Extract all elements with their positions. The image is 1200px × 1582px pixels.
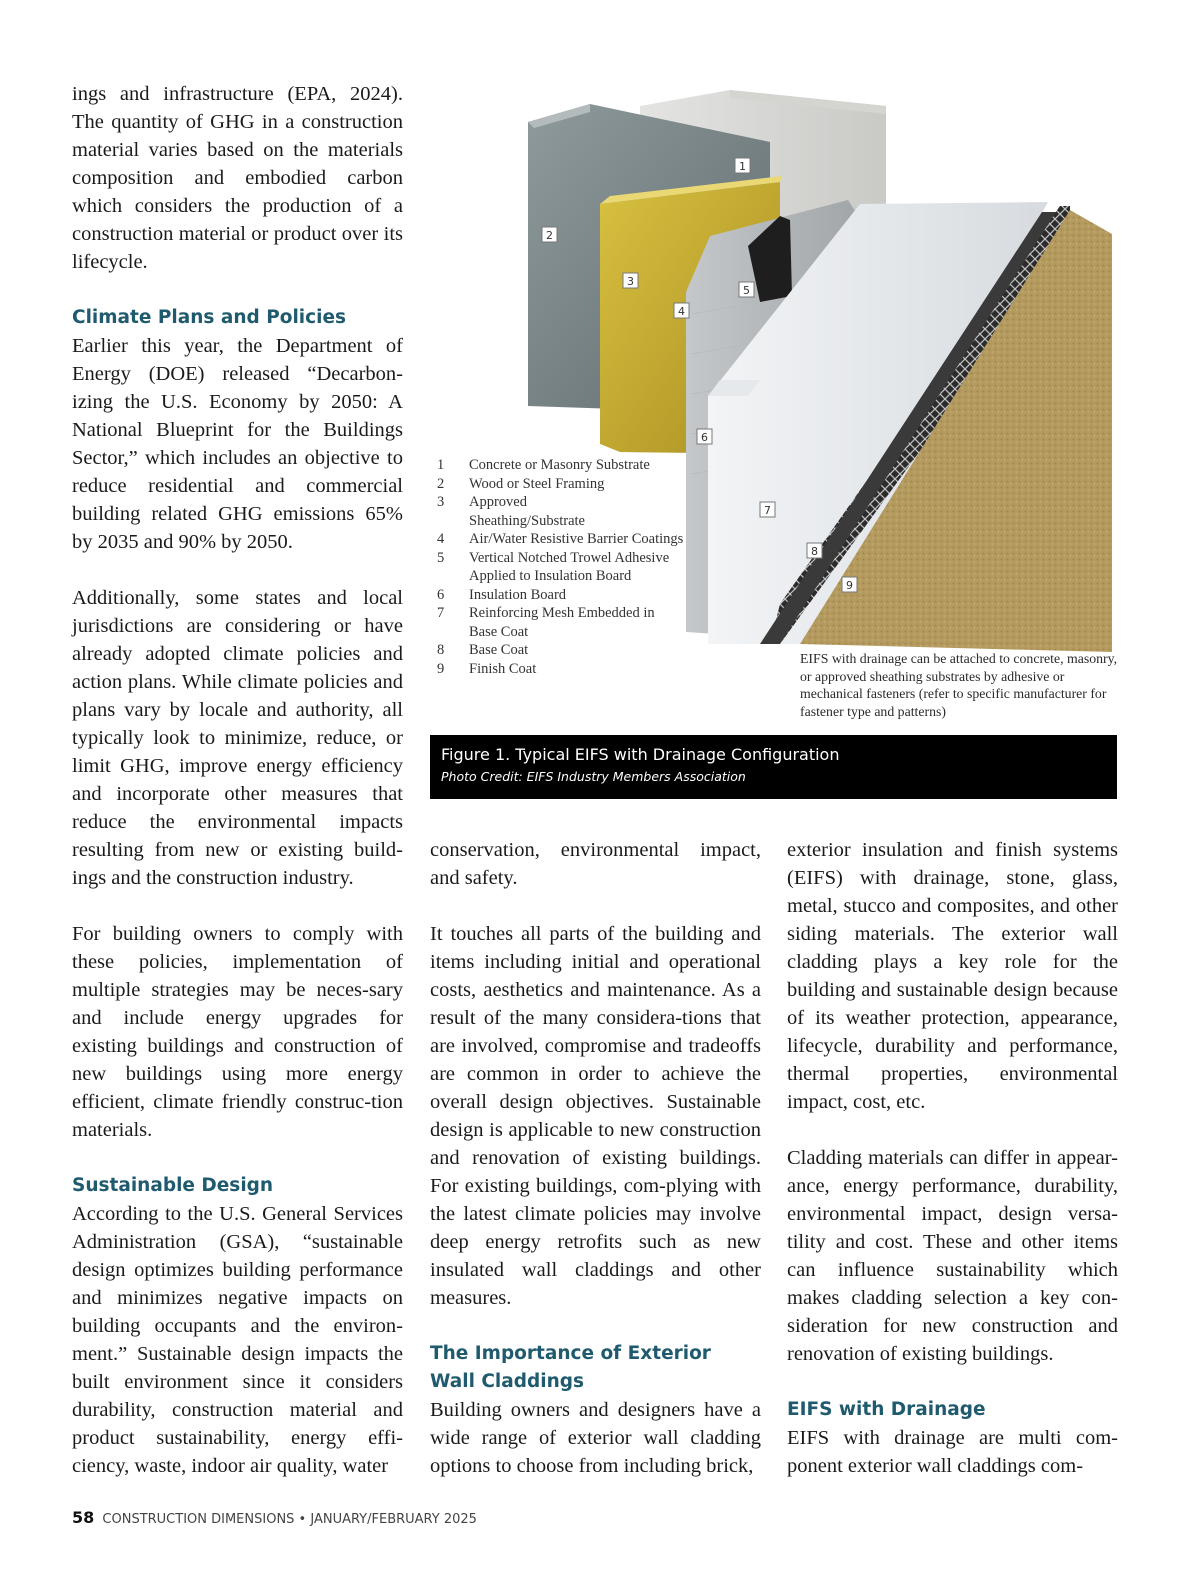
- section-heading-eifs-with-drainage: EIFS with Drainage: [787, 1399, 986, 1420]
- paragraph: Additionally, some states and local jurisdictions are considering or have already adopted climate policies and action plans. While climate policies and plans vary by locale and authority, all typically look to minimize, reduce, or limit GHG, improve energy efficiency and incorporate other measures that reduce the environmental impacts resulting from new or existing build-ings and the construction industry.: [72, 587, 403, 889]
- paragraph: Cladding materials can differ in appear-ance, energy performance, durability, environmental impact, design versa-tility and cost. These and other items can influence sustainability which makes cladding selection a key con-sideration for new construction and renovation of existing buildings.: [787, 1147, 1118, 1365]
- legend-item: 8 Base Coat: [437, 642, 529, 658]
- article-column-1: [72, 80, 403, 1480]
- figure-note: EIFS with drainage can be attached to concrete, masonry, or approved sheathing substrates by adhesive or mechanical fasteners (refer to specific manufacturer for fastener type and patterns): [800, 651, 1118, 719]
- section-heading-exterior-wall-claddings: The Importance of Exterior Wall Claddings: [430, 1343, 711, 1392]
- callout-9: 9: [846, 579, 853, 592]
- callout-4: 4: [678, 305, 685, 318]
- legend-item: 3 Approved Sheathing/Substrate: [437, 494, 585, 529]
- legend-item: 2 Wood or Steel Framing: [437, 475, 605, 492]
- paragraph: Building owners and designers have a wide range of exterior wall cladding options to choose from including brick,: [430, 1399, 761, 1477]
- callout-8: 8: [811, 545, 818, 558]
- paragraph: ings and infrastructure (EPA, 2024). The quantity of GHG in a construction material varies based on the materials composition and embodied carbon which considers the production of a construction material or product over its lifecycle.: [72, 83, 403, 273]
- callout-2: 2: [546, 229, 553, 242]
- publication-name: CONSTRUCTION DIMENSIONS • JANUARY/FEBRUARY 2025: [102, 1512, 477, 1527]
- paragraph: Earlier this year, the Department of Energy (DOE) released “Decarbon-izing the U.S. Economy by 2050: A National Blueprint for the Buildings Sector,” which includes an objective to reduce residential and commercial building related GHG emissions 65% by 2035 and 90% by 2050.: [72, 335, 403, 553]
- figure-caption: [430, 735, 1117, 799]
- page-number: 58: [72, 1508, 95, 1527]
- caption-title: Figure 1. Typical EIFS with Drainage Configuration: [441, 745, 840, 764]
- callout-7: 7: [764, 504, 771, 517]
- paragraph: For building owners to comply with these policies, implementation of multiple strategies may be neces-sary and include energy upgrades for existing buildings and construction of new buildings using more energy efficient, climate friendly construc-tion materials.: [72, 923, 403, 1141]
- page-footer: [72, 1508, 477, 1527]
- article-column-2: [430, 836, 761, 1480]
- callout-3: 3: [627, 275, 634, 288]
- figure-legend: [437, 456, 709, 678]
- callout-6: 6: [701, 431, 708, 444]
- section-heading-sustainable-design: Sustainable Design: [72, 1175, 274, 1196]
- legend-item: 5 Vertical Notched Trowel Adhesive Applied to Insulation Board: [437, 549, 670, 584]
- caption-credit: Photo Credit: EIFS Industry Members Association: [441, 769, 746, 784]
- section-heading-climate-plans: Climate Plans and Policies: [72, 307, 347, 328]
- paragraph: According to the U.S. General Services Administration (GSA), “sustainable design optimizes building performance and minimizes negative impacts on building occupants and the environ-ment.” Sustainable design impacts the built environment since it considers durability, construction material and product sustainability, energy effi-ciency, waste, indoor air quality, water: [72, 1203, 403, 1477]
- paragraph: conservation, environmental impact, and safety.: [430, 839, 761, 889]
- paragraph: It touches all parts of the building and items including initial and operational costs, aesthetics and maintenance. As a result of the many considera-tions that are involved, compromise and tradeoffs are common in order to achieve the overall design objectives. Sustainable design is applicable to new construction and renovation of existing buildings. For existing buildings, com-plying with the latest climate policies may involve deep energy retrofits such as new insulated wall claddings and other measures.: [430, 923, 761, 1309]
- callout-1: 1: [739, 160, 746, 173]
- legend-item: 6 Insulation Board: [437, 586, 567, 603]
- article-column-3: [787, 836, 1118, 1480]
- legend-item: 1 Concrete or Masonry Substrate: [437, 457, 650, 473]
- legend-item: 7 Reinforcing Mesh Embedded in Base Coat: [437, 605, 655, 640]
- paragraph: exterior insulation and finish systems (EIFS) with drainage, stone, glass, metal, stucco and composites, and other siding materials. The exterior wall cladding plays a key role for the building and sustainable design because of its weather protection, appearance, lifecycle, durability and performance, thermal properties, environmental impact, cost, etc.: [787, 839, 1118, 1113]
- paragraph: EIFS with drainage are multi com-ponent exterior wall claddings com-: [787, 1427, 1118, 1477]
- legend-item: 4 Air/Water Resistive Barrier Coatings: [437, 531, 684, 547]
- legend-item: 9 Finish Coat: [437, 660, 537, 677]
- callout-5: 5: [743, 284, 750, 297]
